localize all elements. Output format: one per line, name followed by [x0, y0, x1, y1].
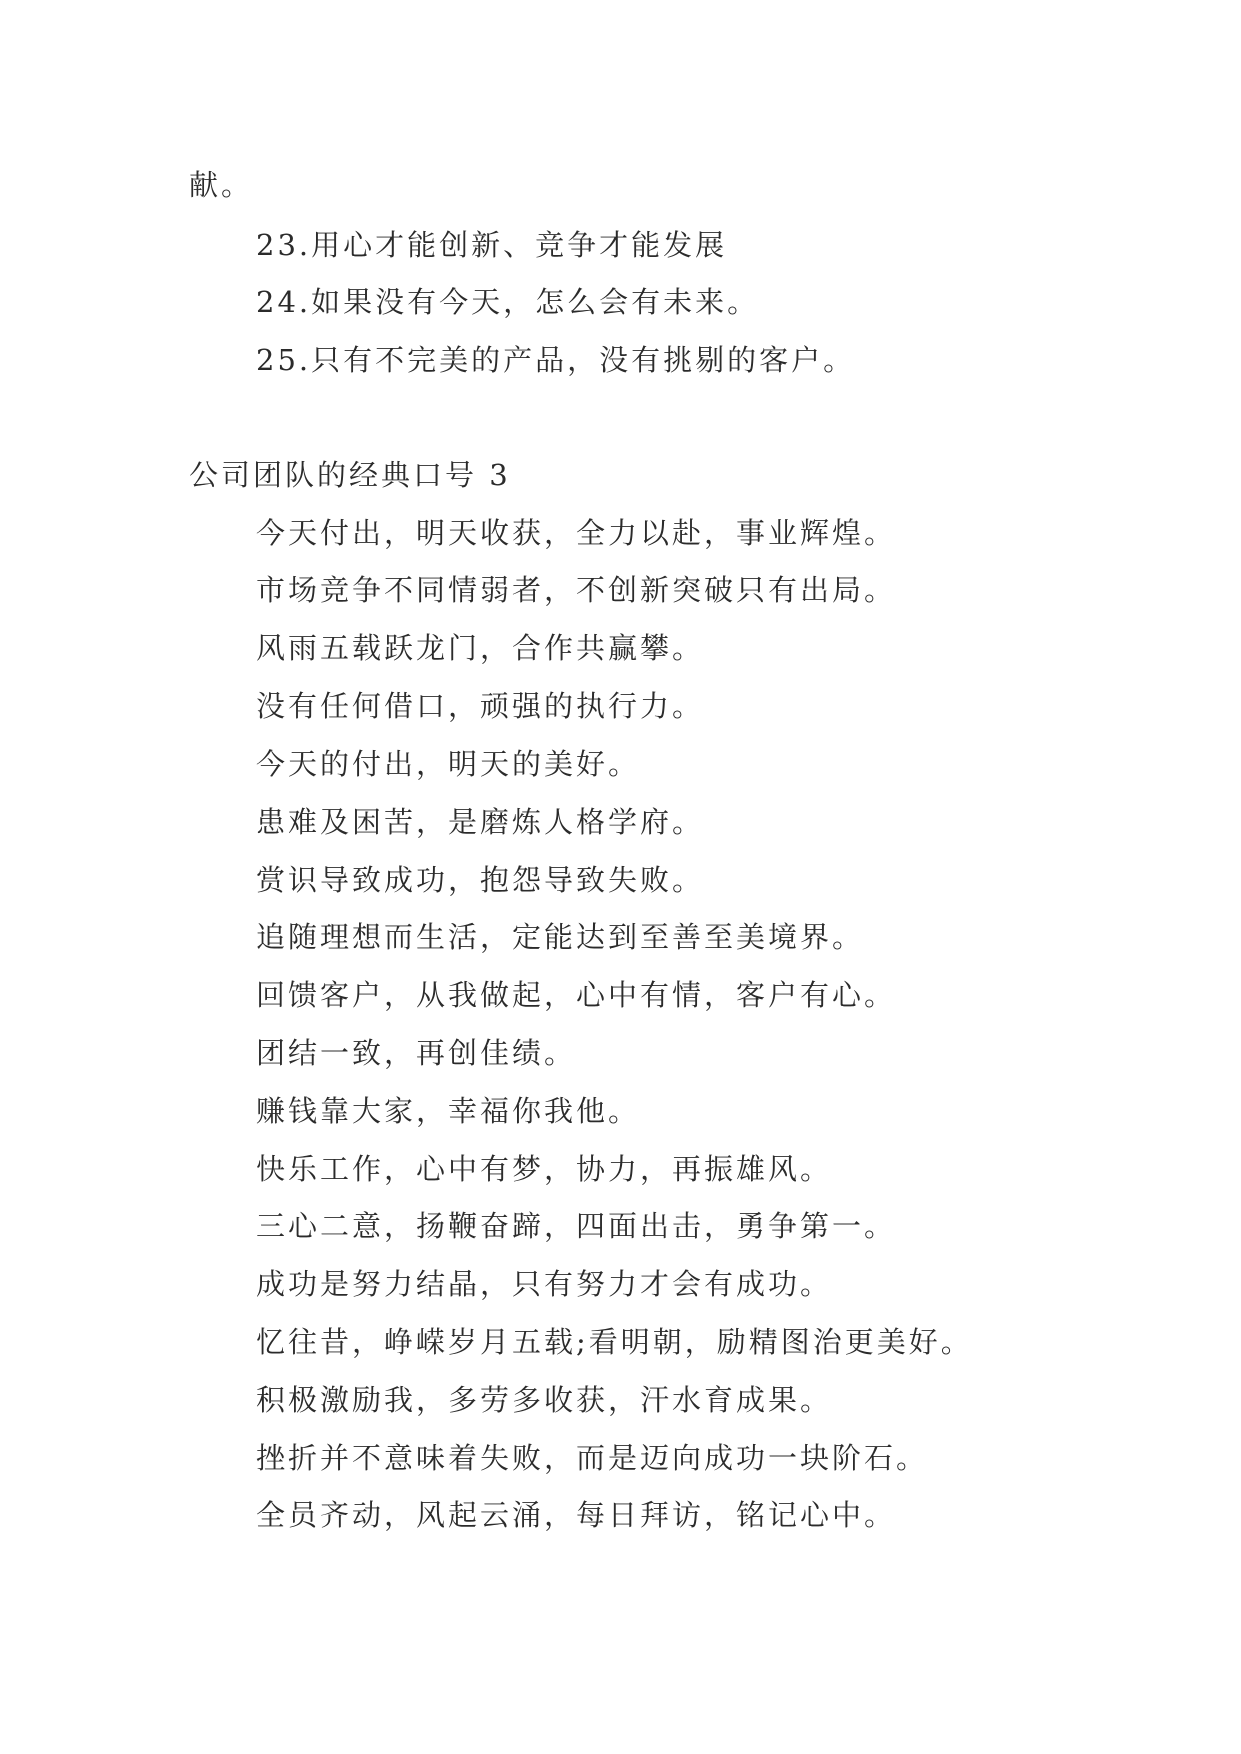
- section-title: 公司团队的经典口号 3: [189, 458, 511, 492]
- slogan-line: 没有任何借口，顽强的执行力。: [256, 689, 705, 723]
- slogan-line: 挫折并不意味着失败，而是迈向成功一块阶石。: [256, 1441, 929, 1475]
- slogan-line: 积极激励我，多劳多收获，汗水育成果。: [256, 1383, 833, 1417]
- paragraph-continuation: 献。: [189, 168, 254, 202]
- slogan-line: 今天的付出，明天的美好。: [256, 747, 641, 781]
- slogan-line: 快乐工作，心中有梦，协力，再振雄风。: [256, 1152, 833, 1186]
- numbered-item: 25.只有不完美的产品，没有挑剔的客户。: [256, 343, 856, 377]
- numbered-item: 23.用心才能创新、竞争才能发展: [256, 228, 728, 262]
- slogan-line: 风雨五载跃龙门，合作共赢攀。: [256, 631, 705, 665]
- slogan-line: 患难及困苦，是磨炼人格学府。: [256, 805, 705, 839]
- slogan-line: 三心二意，扬鞭奋蹄，四面出击，勇争第一。: [256, 1209, 897, 1243]
- slogan-line: 追随理想而生活，定能达到至善至美境界。: [256, 920, 865, 954]
- numbered-item: 24.如果没有今天，怎么会有未来。: [256, 285, 760, 319]
- slogan-line: 市场竞争不同情弱者，不创新突破只有出局。: [256, 573, 897, 607]
- slogan-line: 团结一致，再创佳绩。: [256, 1036, 577, 1070]
- slogan-line: 忆往昔，峥嵘岁月五载;看明朝，励精图治更美好。: [256, 1325, 973, 1359]
- slogan-line: 回馈客户，从我做起，心中有情，客户有心。: [256, 978, 897, 1012]
- slogan-line: 赚钱靠大家，幸福你我他。: [256, 1094, 641, 1128]
- slogan-line: 成功是努力结晶，只有努力才会有成功。: [256, 1267, 833, 1301]
- slogan-line: 赏识导致成功，抱怨导致失败。: [256, 863, 705, 897]
- slogan-line: 全员齐动，风起云涌，每日拜访，铭记心中。: [256, 1498, 897, 1532]
- slogan-line: 今天付出，明天收获，全力以赴，事业辉煌。: [256, 516, 897, 550]
